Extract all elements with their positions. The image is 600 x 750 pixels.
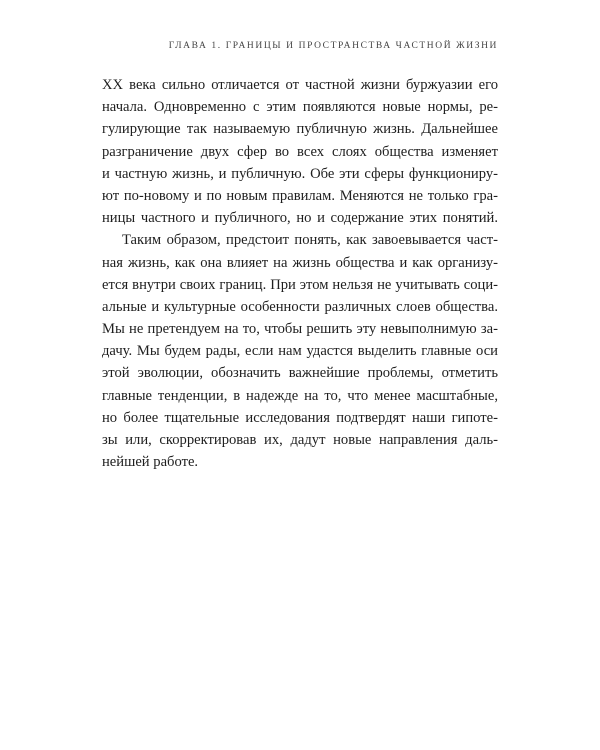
running-head: ГЛАВА 1. ГРАНИЦЫ И ПРОСТРАНСТВА ЧАСТНОЙ ЖИЗНИ [168,41,498,51]
paragraph-1 [102,74,498,229]
text-line: этой эволюции, обозначить важнейшие проблемы, отметить [102,365,498,382]
text-line: главные тенденции, в надежде на то, что менее масштабные, [102,387,498,404]
text-line: гулирующие так называемую публичную жизнь. Дальнейшее [102,121,498,138]
text-line: дачу. Мы будем рады, если нам удастся выделить главные оси [102,343,498,360]
text-line: Мы не претендуем на то, чтобы решить эту невыполнимую за- [102,321,498,338]
text-line: нейшей работе. [102,454,199,471]
paragraph-2 [102,229,498,473]
body-text [102,74,498,473]
text-line: XX века сильно отличается от частной жизни буржуазии его [102,77,498,93]
text-line: зы или, скорректировав их, дадут новые направления даль- [102,432,498,448]
text-line: начала. Одновременно с этим появляются новые нормы, ре- [102,99,498,116]
text-line: Таким образом, предстоит понять, как завоевывается част- [122,232,498,249]
text-line: разграничение двух сфер во всех слоях общества изменяет [102,143,498,160]
text-line: ют по-новому и по новым правилам. Меняются не только гра- [102,187,498,204]
text-line: и частную жизнь, и публичную. Обе эти сферы функциониру- [102,165,498,182]
text-line: но более тщательные исследования подтвердят наши гипоте- [102,409,498,426]
text-line: ется внутри своих границ. При этом нельзя не учитывать соци- [102,276,498,293]
text-line: альные и культурные особенности различных слоев общества. [102,298,498,315]
text-line: ницы частного и публичного, но и содержание этих понятий. [102,210,498,227]
text-line: ная жизнь, как она влияет на жизнь общества и как организу- [102,254,498,271]
